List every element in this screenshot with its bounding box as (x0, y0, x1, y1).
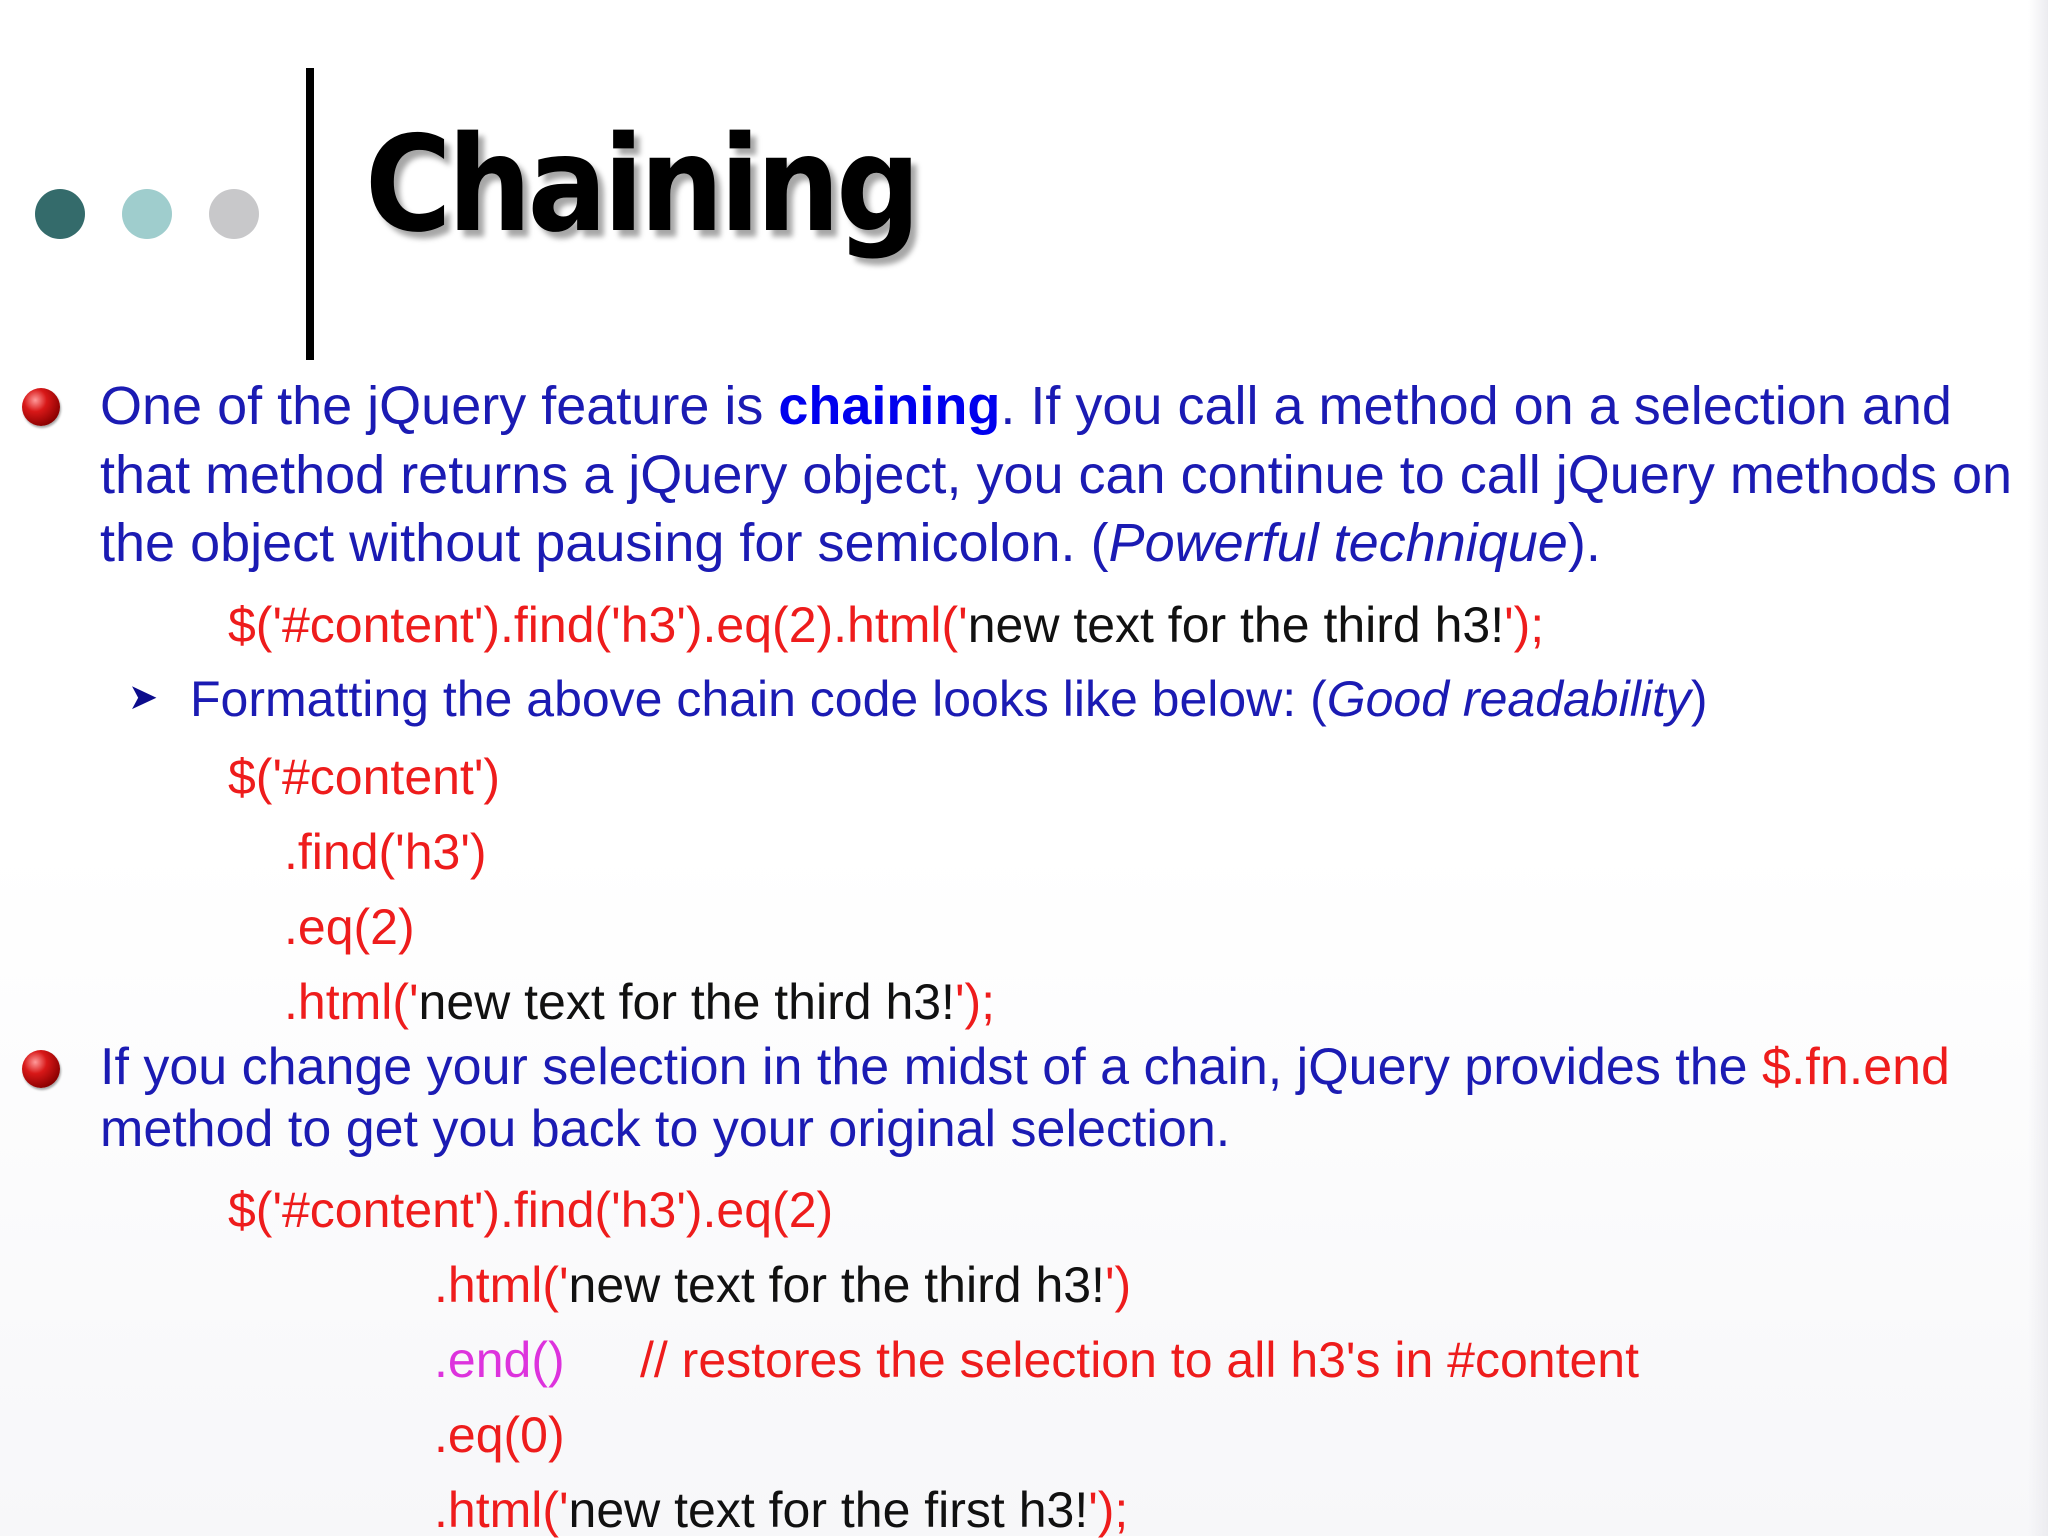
bullet2-post: method to get you back to your original selection. (100, 1100, 1231, 1159)
bullet-chaining-text (100, 372, 2040, 578)
decor-dot-dark (35, 189, 85, 239)
bullet-sphere-icon (22, 388, 60, 426)
code1-red: $('#content').find('h3').eq(2).html(' (228, 597, 968, 653)
bullet-sphere-icon (22, 1050, 60, 1088)
end-code-method: .end() (434, 1332, 565, 1388)
sub-bullet-pre: Formatting the above chain code looks like below: ( (190, 671, 1327, 727)
sub-bullet-end: ) (1690, 671, 1708, 727)
formatted-code-line-2: .find('h3') (284, 824, 487, 880)
formatted-code-line-3: .eq(2) (284, 899, 415, 955)
decor-dot-gray (209, 189, 259, 239)
end-code-line-1: $('#content').find('h3').eq(2) (228, 1182, 834, 1238)
code1-string: new text for the third h3! (967, 597, 1505, 653)
bullet1-emphasis: Powerful technique (1108, 513, 1568, 574)
sub-bullet-emphasis: Good readability (1326, 671, 1691, 727)
title-divider (306, 68, 314, 360)
fc4-string: new text for the third h3! (418, 974, 955, 1030)
sub-bullet-text (190, 668, 1708, 732)
ec5-red: .html(' (434, 1482, 569, 1538)
chain-code-line (228, 597, 1545, 653)
formatted-code-line-4 (284, 974, 996, 1030)
bullet1-post: . If you call a method on a selection and that method returns a jQuery object, you can continue to call jQuery methods on the object without pausing for semicolon. ( (100, 376, 2013, 574)
bullet2-pre: If you change your selection in the midst of a chain, jQuery provides the (100, 1038, 1763, 1096)
slide-title: Chaining (365, 106, 917, 262)
formatted-code-line-1: $('#content') (228, 749, 501, 805)
slide-edge-shadow (2028, 0, 2048, 1536)
end-code-comment: // restores the selection to all h3's in #content (640, 1332, 1639, 1388)
ec5-string: new text for the first h3! (568, 1482, 1089, 1538)
bullet1-pre: One of the jQuery feature is (100, 376, 779, 436)
bullet2-highlight: $.fn.end (1762, 1038, 1950, 1096)
fc4-close: '); (954, 974, 996, 1030)
bullet-end-text (100, 1036, 2040, 1161)
ec2-red: .html(' (434, 1257, 569, 1313)
arrow-bullet-icon: ➤ (128, 676, 159, 717)
fc4-red: .html(' (284, 974, 419, 1030)
bullet1-keyword: chaining (778, 376, 1001, 436)
end-code-line-5 (434, 1482, 1129, 1538)
code1-close: '); (1504, 597, 1545, 653)
decor-dot-light (122, 189, 172, 239)
ec2-close: ') (1104, 1257, 1132, 1313)
end-code-line-4: .eq(0) (434, 1407, 565, 1463)
ec2-string: new text for the third h3! (568, 1257, 1105, 1313)
end-code-line-2 (434, 1257, 1132, 1313)
ec5-close: '); (1088, 1482, 1129, 1538)
bullet1-end: ). (1567, 513, 1601, 574)
